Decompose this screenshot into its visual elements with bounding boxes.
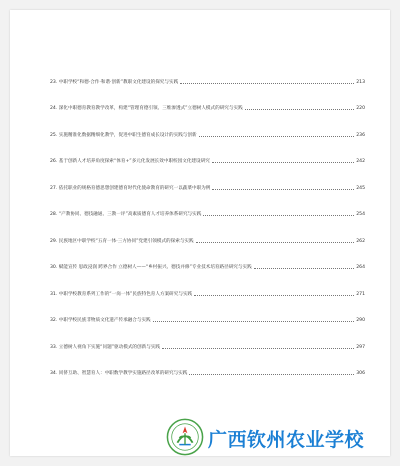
document-page	[10, 10, 390, 456]
toc-entry-title: 24. 深化中职德育教育教学改革，构建“管理育德引领、三维渗透式”立德树人模式的研究与实践	[50, 106, 243, 111]
toc-leader-dots	[199, 136, 355, 137]
toc-entry-page-number: 213	[356, 79, 365, 85]
toc-entry	[50, 191, 365, 218]
toc-entry-title: 25. 实施精准化数据精细化教学，促进中职生德育成长设计的实践与创新	[50, 132, 197, 138]
toc-entry-page-number: 262	[356, 238, 365, 244]
school-logo-icon	[166, 418, 204, 456]
toc-entry	[50, 111, 365, 138]
toc-entry	[50, 138, 365, 165]
toc-entry-page-number: 245	[356, 185, 365, 191]
table-of-contents	[50, 58, 365, 376]
toc-leader-dots	[196, 242, 355, 243]
toc-entry-page-number: 290	[356, 318, 365, 323]
toc-entry-page-number: 254	[356, 212, 365, 217]
toc-entry	[50, 164, 365, 191]
toc-entry	[50, 323, 365, 350]
footer-watermark	[166, 416, 396, 460]
toc-entry-title: 26. 基于创新人才培养角度探索“体育+”多元化发展长效中职校园文化建设研究	[50, 159, 210, 164]
toc-entry	[50, 58, 365, 85]
toc-leader-dots	[153, 321, 355, 322]
toc-entry-title: 29. 民族地区中职学校“五育一体·三方协同”党建引领模式的探索与实践	[50, 238, 194, 244]
toc-entry	[50, 270, 365, 297]
school-name-text: 广西钦州农业学校	[208, 429, 365, 451]
toc-entry-title: 23. 中职学校“和德·合作·和谐·创新”教职文化建设的探究与实践	[50, 79, 179, 85]
toc-entry-page-number: 297	[356, 344, 365, 350]
toc-entry-page-number: 236	[356, 132, 365, 138]
toc-entry	[50, 297, 365, 324]
toc-entry	[50, 244, 365, 271]
toc-entry-page-number: 220	[356, 106, 365, 111]
toc-entry	[50, 350, 365, 377]
toc-leader-dots	[245, 109, 355, 110]
toc-leader-dots	[212, 189, 354, 190]
toc-leader-dots	[203, 215, 354, 216]
toc-entry-title: 32. 中职学校民族非物质文化遗产传承融合与实践	[50, 318, 151, 323]
toc-entry-page-number: 242	[356, 159, 365, 164]
toc-entry-title: 30. 赋能宣传 思政浸润 跨界合作 立德树人——“乡村振兴、德技并修”专业技术培育路径研究与实践	[50, 265, 252, 270]
toc-entry	[50, 217, 365, 244]
toc-entry-title: 28. “产教协同、德技融通、三教一评”高素质德育人才培养体系研究与实践	[50, 212, 202, 217]
toc-leader-dots	[194, 295, 354, 296]
toc-leader-dots	[189, 374, 354, 375]
toc-entry-page-number: 271	[356, 291, 365, 297]
toc-leader-dots	[180, 83, 354, 84]
toc-entry-title: 33. 立德树人视角下实施“问题”驱动模式的创新与实践	[50, 344, 160, 350]
toc-entry-page-number: 306	[356, 371, 365, 376]
toc-entry	[50, 85, 365, 112]
toc-entry-title: 31. 中职学校教育系列工作的“一岗一体”民族特色育人方案研究与实践	[50, 291, 193, 297]
toc-entry-title: 34. 同侪互助、智慧育人：中职数学教学实施路径改革的研究与实践	[50, 371, 188, 376]
toc-leader-dots	[212, 162, 354, 163]
toc-leader-dots	[254, 268, 355, 269]
toc-entry-title: 27. 依托职业的规格育德思想创建德育时代化使命教育的研究一以蔬菜中职为例	[50, 185, 211, 191]
toc-entry-page-number: 264	[356, 265, 365, 270]
toc-leader-dots	[162, 348, 354, 349]
